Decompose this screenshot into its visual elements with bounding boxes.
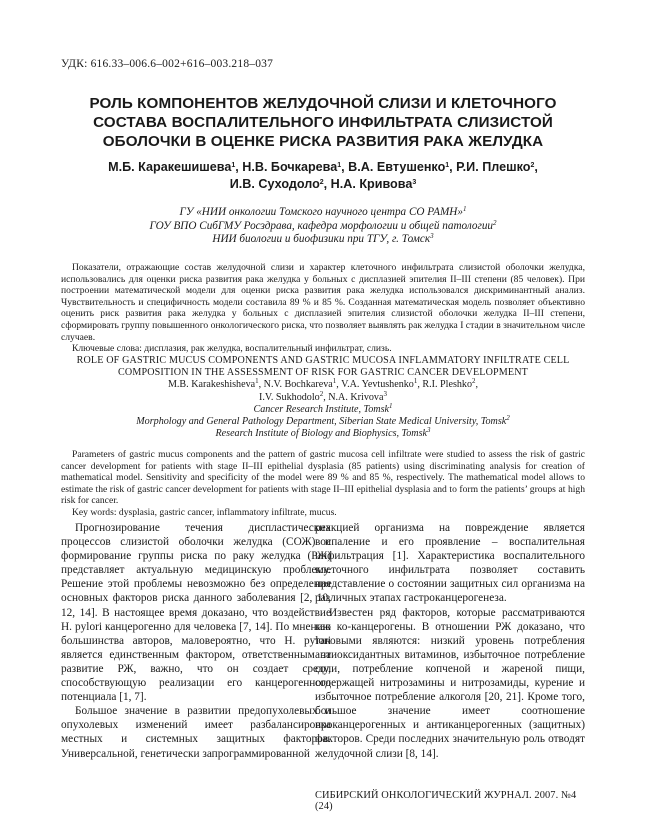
- author-list: [40, 159, 606, 193]
- affiliation-mark: 1: [389, 401, 393, 410]
- abstract-text: Показатели, отражающие состав желудочной слизи и характер клеточного инфильтрата слизистой оболочки желудка, использовались для оценки риска развития рака желудка у больных с дисплазией эпителия II–III степени (85 человек). При построении математической модели для оценки риска развития рака желудка использовался дискриминантный анализ. Чувствительность и специфичность модели составила 89 % и 85 %. Созданная математическая модель позволяет объективно оценить риск развития рака желудка у больных с дисплазией эпителия слизистой оболочки желудка II–III степени, сформировать группу повышенного онкологического риска, что позволяет выявлять рак желудка I стадии в значительном числе случаев.: [61, 262, 585, 343]
- english-author: N.V. Bochkareva: [263, 379, 333, 391]
- title-line: ОБОЛОЧКИ В ОЦЕНКЕ РИСКА РАЗВИТИЯ РАКА ЖЕЛУДКА: [102, 133, 544, 150]
- keywords-russian: Ключевые слова: дисплазия, рак желудка, воспалительный инфильтрат, слизь.: [72, 343, 392, 355]
- author-line: М.Б. Каракешишева$^1$, Н.В. Бочкарева$^1$, В.А. Евтушенко$^1$, Р.И. Плешко$^2$,: [108, 160, 538, 174]
- affiliation-text: ГОУ ВПО СибГМУ Росздрава, кафедра морфологии и общей патологии: [149, 219, 494, 232]
- english-author: V.A. Yevtushenko: [341, 379, 414, 391]
- affiliation-text: НИИ биологии и биофизики при ТГУ, г. Томск: [212, 233, 431, 245]
- english-author-line: I.V. Sukhodolo$^2$, N.A. Krivova$^3$: [259, 389, 387, 403]
- author-affiliation-mark: 1: [255, 377, 259, 386]
- body-paragraph: реакцией организма на повреждение является воспаление и его проявление – воспалительная инфильтрация [1]. Характеристика воспалительного клеточного инфильтрата позволяет составить представление о состоянии защитных сил организма на различных этапах гастроканцерогенеза.: [315, 522, 585, 605]
- body-paragraph: Прогнозирование течения диспластических процессов слизистой оболочки желудка (СОЖ) и формирование группы риска по раку желудка (РЖ) представляет актуальную медицинскую проблему. Решение этой проблемы невозможно без определения основных факторов риска данного заболевания [2, 10, 12, 14]. В настоящее время доказано, что воздействие H. pylori канцерогенно для человека [7, 14]. По мнению большинства авторов, маловероятно, что H. pylori является единственным фактором, ответственным за развитие РЖ, важно, что он создает среду, способствующую реализации его канцерогенного потенциала [1, 7].: [61, 522, 331, 704]
- author-affiliation-mark: 1: [445, 162, 450, 169]
- author-affiliation-mark: 1: [413, 377, 418, 386]
- english-author: M.B. Karakeshisheva: [167, 379, 256, 391]
- journal-footer: СИБИРСКИЙ ОНКОЛОГИЧЕСКИЙ ЖУРНАЛ. 2007. №4 (24): [315, 790, 577, 812]
- keywords-english: Key words: dysplasia, gastric cancer, inflammatory infiltrate, mucus.: [72, 506, 337, 518]
- english-affiliation: [40, 428, 606, 440]
- english-title-line: COMPOSITION IN THE ASSESSMENT OF RISK FOR GASTRIC CANCER DEVELOPMENT: [118, 367, 528, 379]
- author-affiliation-mark: 3: [412, 179, 417, 186]
- udk-code: УДК: 616.33–006.6–002+616–003.218–037: [61, 58, 274, 70]
- body-paragraph: Известен ряд факторов, которые рассматриваются как ко-канцерогены. В отношении РЖ доказано, что таковыми являются: низкий уровень потребления антиоксидантных витаминов, избыточное потребление соли, потребление копченой и жареной пищи, содержащей нитрозамины и нитрозамиды, курение и избыточное потребление алкоголя [20, 21]. Кроме того, большое значение имеет соотношение проканцерогенных и антиканцерогенных (защитных) факторов. Среди последних значительную роль отводят желудочной слизи [8, 14].: [315, 606, 585, 760]
- abstract-english: [61, 449, 585, 519]
- affiliation: [40, 233, 606, 247]
- body-column-left: [61, 521, 331, 761]
- affiliation: [40, 220, 606, 234]
- affiliation-mark: 2: [506, 414, 510, 423]
- affiliation-mark: 3: [426, 426, 431, 435]
- affiliation-mark: 3: [430, 232, 434, 240]
- author: М.Б. Каракешишева: [108, 160, 232, 174]
- author: Р.И. Плешко: [456, 160, 531, 174]
- affiliation-list: [40, 206, 606, 247]
- author-affiliation-mark: 2: [530, 162, 535, 169]
- english-affiliation: [40, 416, 606, 428]
- english-author: N.A. Krivova: [328, 391, 384, 403]
- affiliation-text: ГУ «НИИ онкологии Томского научного центра СО РАМН»: [179, 206, 463, 218]
- author-affiliation-mark: 1: [332, 377, 337, 386]
- author-affiliation-mark: 2: [319, 179, 324, 186]
- english-title-line: ROLE OF GASTRIC MUCUS COMPONENTS AND GASTRIC MUCOSA INFLAMMATORY INFILTRATE CELL: [76, 355, 570, 366]
- affiliation-text: Research Institute of Biology and Biophysics, Tomsk: [215, 428, 427, 440]
- affiliation-text: Morphology and General Pathology Department, Siberian State Medical University, Tomsk: [136, 416, 507, 428]
- affiliation-text: Cancer Research Institute, Tomsk: [253, 403, 389, 415]
- english-header: [40, 355, 606, 440]
- affiliation-mark: 2: [493, 218, 497, 227]
- body-paragraph: Большое значение в развитии предопухолевых и опухолевых изменений имеет разбалансировка местных и системных защитных факторов. Универсальной, генетически запрограммированной: [61, 705, 331, 760]
- affiliation-mark: 1: [462, 205, 467, 213]
- body-column-right: [315, 521, 585, 761]
- author: Н.В. Бочкарева: [242, 160, 338, 174]
- title-line: РОЛЬ КОМПОНЕНТОВ ЖЕЛУДОЧНОЙ СЛИЗИ И КЛЕТОЧНОГО: [89, 95, 557, 112]
- author-affiliation-mark: 1: [337, 162, 342, 169]
- author: И.В. Суходоло: [229, 177, 320, 191]
- english-author: I.V. Sukhodolo: [259, 391, 320, 403]
- english-author: R.I. Pleshko: [422, 379, 473, 391]
- author-affiliation-mark: 2: [472, 377, 476, 386]
- author-affiliation-mark: 1: [231, 162, 236, 169]
- author-affiliation-mark: 3: [383, 389, 387, 398]
- english-author-line: M.B. Karakeshisheva$^1$, N.V. Bochkareva$^1$, V.A. Yevtushenko$^1$, R.I. Pleshko$^2$,: [167, 377, 479, 391]
- article-title: [40, 94, 606, 151]
- author-line: И.В. Суходоло$^2$, Н.А. Кривова$^3$: [229, 177, 417, 191]
- author-affiliation-mark: 2: [319, 389, 324, 398]
- english-affiliation: [40, 401, 606, 416]
- title-line: СОСТАВА ВОСПАЛИТЕЛЬНОГО ИНФИЛЬТРАТА СЛИЗИСТОЙ: [93, 114, 553, 131]
- affiliation: [40, 206, 606, 220]
- author: Н.А. Кривова: [330, 177, 413, 191]
- author: В.А. Евтушенко: [348, 160, 446, 174]
- abstract-text: Parameters of gastric mucus components and the pattern of gastric mucosa cell infiltrate were studied to assess the risk of gastric cancer development for patients with stage II–III epithelial dysplasia (85 patients) using discriminating analysis for creation of mathematical model. Sensitivity and specificity of the model were 89 % and 85 %, respectively. The mathematical model allows to estimate the risk of gastric cancer development for patients with stage II–III epithelial dysplasia and to form the patients’ groups at high risk for cancer.: [61, 449, 585, 507]
- abstract-russian: [61, 262, 585, 355]
